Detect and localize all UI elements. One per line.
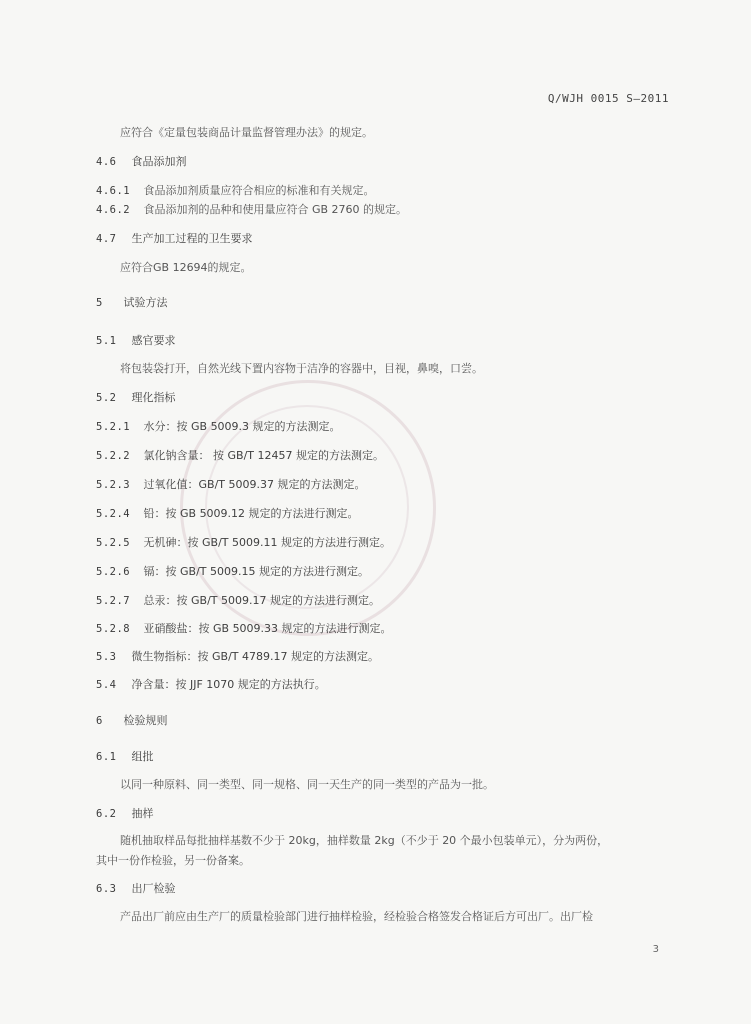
- section-heading: [96, 805, 154, 821]
- chapter-title: 检验规则: [123, 714, 168, 727]
- clause-text: 氯化钠含量： 按 GB/T 12457 规定的方法测定。: [143, 449, 384, 462]
- clause: [96, 476, 365, 492]
- clause-text: 水分：按 GB 5009.3 规定的方法测定。: [143, 420, 341, 433]
- clause-number: 5.2.6: [96, 566, 131, 578]
- chapter-heading: [96, 294, 168, 310]
- text-line: [120, 124, 373, 140]
- clause-text: 镉：按 GB/T 5009.15 规定的方法进行测定。: [143, 565, 369, 578]
- section-number: 4.7: [96, 233, 117, 245]
- section-heading: [96, 153, 187, 169]
- clause-number: 5.2.7: [96, 595, 131, 607]
- section-number: 6.1: [96, 751, 117, 763]
- clause-text: 食品添加剂的品种和使用量应符合 GB 2760 的规定。: [143, 203, 408, 216]
- section-heading: [96, 332, 176, 348]
- section-number: 5.4: [96, 679, 117, 691]
- section-number: 4.6: [96, 156, 117, 168]
- clause-text: 总汞：按 GB/T 5009.17 规定的方法进行测定。: [143, 594, 380, 607]
- clause-number: 5.2.3: [96, 479, 131, 491]
- clause: [96, 620, 392, 636]
- section-heading: [96, 880, 176, 896]
- clause-text: 食品添加剂质量应符合相应的标准和有关规定。: [143, 184, 375, 197]
- clause: [96, 418, 341, 434]
- clause: [96, 182, 375, 198]
- clause: [96, 592, 380, 608]
- section-heading: [96, 389, 176, 405]
- chapter-number: 6: [96, 715, 103, 727]
- section-title: 出厂检验: [131, 882, 176, 895]
- standard-code: Q/WJH 0015 S—2011: [547, 92, 669, 105]
- section-number: 6.3: [96, 883, 117, 895]
- section-heading: [96, 648, 379, 664]
- text-line: [96, 852, 250, 868]
- section-title: 组批: [131, 750, 154, 763]
- text-line: [120, 259, 252, 275]
- chapter-heading: [96, 712, 168, 728]
- section-title: 微生物指标：按 GB/T 4789.17 规定的方法测定。: [131, 650, 379, 663]
- clause-number: 5.2.4: [96, 508, 131, 520]
- clause-number: 5.2.8: [96, 623, 131, 635]
- line-text: 产品出厂前应由生产厂的质量检验部门进行抽样检验，经检验合格签发合格证后方可出厂。出厂检: [120, 910, 593, 923]
- section-number: 5.3: [96, 651, 117, 663]
- clause-number: 5.2.2: [96, 450, 131, 462]
- line-text: 应符合《定量包装商品计量监督管理办法》的规定。: [120, 126, 373, 139]
- text-line: [120, 908, 593, 924]
- clause: [96, 563, 369, 579]
- section-heading: [96, 748, 154, 764]
- clause: [96, 505, 359, 521]
- clause-text: 无机砷：按 GB/T 5009.11 规定的方法进行测定。: [143, 536, 391, 549]
- section-number: 5.1: [96, 335, 117, 347]
- line-text: 随机抽取样品每批抽样基数不少于 20kg，抽样数量 2kg（不少于 20 个最小包装单元），分为两份，: [120, 834, 609, 847]
- clause: [96, 534, 391, 550]
- section-title: 生产加工过程的卫生要求: [131, 232, 253, 245]
- clause-number: 5.2.1: [96, 421, 131, 433]
- section-title: 抽样: [131, 807, 154, 820]
- section-title: 理化指标: [131, 391, 176, 404]
- clause-text: 过氧化值：GB/T 5009.37 规定的方法测定。: [143, 478, 366, 491]
- text-line: [120, 776, 494, 792]
- section-number: 5.2: [96, 392, 117, 404]
- section-heading: [96, 676, 326, 692]
- chapter-number: 5: [96, 297, 103, 309]
- section-heading: [96, 230, 253, 246]
- clause-number: 5.2.5: [96, 537, 131, 549]
- clause-number: 4.6.2: [96, 204, 131, 216]
- clause: [96, 201, 407, 217]
- line-text: 其中一份作检验，另一份备案。: [96, 854, 250, 867]
- page-number: 3: [652, 944, 659, 955]
- line-text: 应符合GB 12694的规定。: [120, 261, 252, 274]
- clause: [96, 447, 384, 463]
- clause-text: 亚硝酸盐：按 GB 5009.33 规定的方法进行测定。: [143, 622, 392, 635]
- chapter-title: 试验方法: [123, 296, 168, 309]
- clause-number: 4.6.1: [96, 185, 131, 197]
- line-text: 将包装袋打开，自然光线下置内容物于洁净的容器中，目视，鼻嗅，口尝。: [120, 362, 483, 375]
- line-text: 以同一种原料、同一类型、同一规格、同一天生产的同一类型的产品为一批。: [120, 778, 494, 791]
- clause-text: 铅：按 GB 5009.12 规定的方法进行测定。: [143, 507, 359, 520]
- section-title: 净含量：按 JJF 1070 规定的方法执行。: [131, 678, 326, 691]
- text-line: [120, 832, 608, 848]
- text-line: [120, 360, 483, 376]
- section-title: 感官要求: [131, 334, 176, 347]
- section-title: 食品添加剂: [131, 155, 187, 168]
- section-number: 6.2: [96, 808, 117, 820]
